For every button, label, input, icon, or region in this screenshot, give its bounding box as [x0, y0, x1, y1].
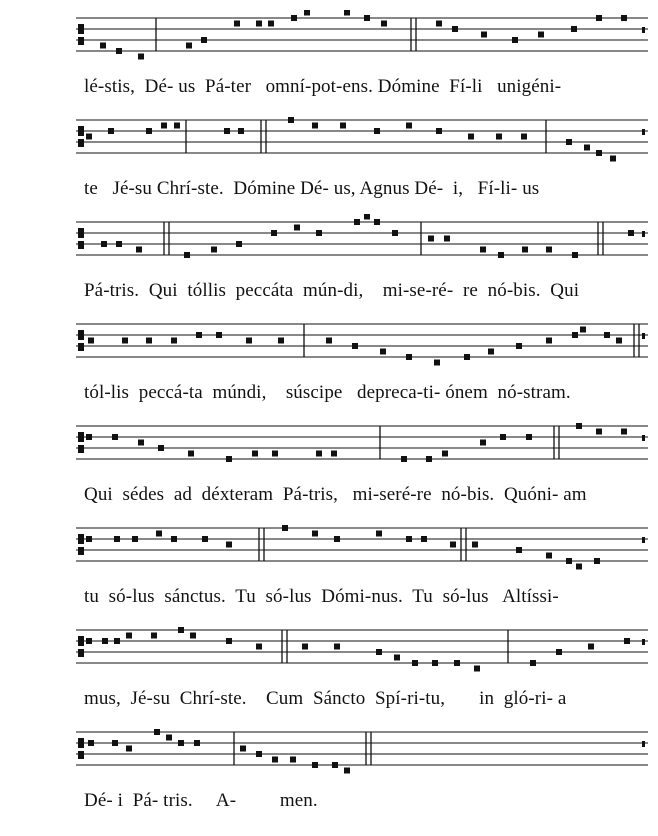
- neume-punctum: [616, 338, 622, 344]
- custos-mark: [642, 435, 645, 441]
- neume-punctum: [406, 123, 412, 129]
- clef-icon: [78, 139, 84, 147]
- neume-punctum: [566, 558, 572, 564]
- neume-punctum: [576, 423, 582, 429]
- neume-punctum: [86, 134, 92, 140]
- neume-punctum: [621, 429, 627, 435]
- neume-punctum: [364, 15, 370, 21]
- neume-punctum: [464, 354, 470, 360]
- neume-punctum: [226, 638, 232, 644]
- staff-1: [76, 10, 648, 70]
- neume-punctum: [588, 644, 594, 650]
- neume-punctum: [201, 37, 207, 43]
- neume-punctum: [436, 128, 442, 134]
- neume-punctum: [354, 219, 360, 225]
- neume-punctum: [278, 338, 284, 344]
- neume-punctum: [556, 649, 562, 655]
- neume-punctum: [190, 633, 196, 639]
- lyric-line-7: mus, Jé-su Chrí-ste. Cum Sáncto Spí-ri-tu, in gló-ri- a: [84, 688, 567, 709]
- neume-punctum: [498, 252, 504, 258]
- clef-icon: [78, 24, 84, 34]
- neume-punctum: [628, 230, 634, 236]
- neume-punctum: [211, 247, 217, 253]
- staff-7: [76, 622, 648, 682]
- neume-punctum: [546, 553, 552, 559]
- neume-punctum: [86, 638, 92, 644]
- clef-icon: [78, 330, 84, 340]
- neume-punctum: [624, 638, 630, 644]
- neume-punctum: [132, 536, 138, 542]
- neume-punctum: [538, 32, 544, 38]
- neume-punctum: [238, 128, 244, 134]
- neume-punctum: [401, 456, 407, 462]
- neume-punctum: [126, 633, 132, 639]
- neume-punctum: [114, 638, 120, 644]
- neume-punctum: [480, 247, 486, 253]
- neume-punctum: [304, 10, 310, 16]
- neume-punctum: [546, 247, 552, 253]
- neume-punctum: [178, 627, 184, 633]
- neume-punctum: [288, 117, 294, 123]
- neume-punctum: [86, 434, 92, 440]
- neume-punctum: [428, 236, 434, 242]
- neume-punctum: [572, 252, 578, 258]
- neume-punctum: [352, 343, 358, 349]
- clef-icon: [78, 649, 84, 657]
- neume-punctum: [500, 434, 506, 440]
- neume-punctum: [468, 134, 474, 140]
- neume-punctum: [406, 536, 412, 542]
- neume-punctum: [122, 338, 128, 344]
- staff-6: [76, 520, 648, 580]
- neume-punctum: [340, 123, 346, 129]
- lyric-line-5: Qui sédes ad déxteram Pá-tris, mi-seré-re nó-bis. Quóni- am: [84, 484, 587, 505]
- neume-punctum: [246, 338, 252, 344]
- neume-punctum: [102, 638, 108, 644]
- neume-punctum: [546, 338, 552, 344]
- neume-punctum: [580, 327, 586, 333]
- neume-punctum: [474, 666, 480, 672]
- clef-icon: [78, 343, 84, 351]
- neume-punctum: [480, 440, 486, 446]
- neume-punctum: [442, 451, 448, 457]
- neume-punctum: [171, 536, 177, 542]
- neume-punctum: [196, 332, 202, 338]
- lyric-line-2: te Jé-su Chrí-ste. Dómine Dé- us, Agnus Dé- i, Fí-li- us: [84, 178, 540, 199]
- neume-punctum: [171, 338, 177, 344]
- neume-punctum: [412, 660, 418, 666]
- neume-punctum: [282, 525, 288, 531]
- neume-punctum: [594, 558, 600, 564]
- neume-punctum: [156, 531, 162, 537]
- neume-punctum: [436, 21, 442, 27]
- neume-punctum: [112, 434, 118, 440]
- neume-punctum: [114, 536, 120, 542]
- neume-punctum: [454, 660, 460, 666]
- neume-punctum: [226, 456, 232, 462]
- neume-punctum: [516, 343, 522, 349]
- clef-icon: [78, 241, 84, 249]
- clef-icon: [78, 547, 84, 555]
- neume-punctum: [512, 37, 518, 43]
- custos-mark: [642, 333, 645, 339]
- custos-mark: [642, 741, 645, 747]
- neume-punctum: [334, 536, 340, 542]
- custos-mark: [642, 129, 645, 135]
- neume-punctum: [444, 236, 450, 242]
- neume-punctum: [146, 128, 152, 134]
- lyric-line-8: Dé- i Pá- tris. A- men.: [84, 790, 318, 811]
- neume-punctum: [530, 660, 536, 666]
- neume-punctum: [344, 768, 350, 774]
- neume-punctum: [151, 633, 157, 639]
- neume-punctum: [312, 123, 318, 129]
- neume-punctum: [138, 440, 144, 446]
- neume-punctum: [332, 762, 338, 768]
- clef-icon: [78, 636, 84, 646]
- custos-mark: [642, 27, 645, 33]
- neume-punctum: [268, 21, 274, 27]
- neume-punctum: [610, 156, 616, 162]
- neume-punctum: [294, 225, 300, 231]
- neume-punctum: [584, 145, 590, 151]
- neume-punctum: [184, 252, 190, 258]
- neume-punctum: [521, 134, 527, 140]
- neume-punctum: [178, 740, 184, 746]
- neume-punctum: [434, 360, 440, 366]
- staff-8: [76, 724, 648, 784]
- neume-punctum: [126, 746, 132, 752]
- neume-punctum: [216, 332, 222, 338]
- neume-punctum: [326, 338, 332, 344]
- neume-punctum: [376, 531, 382, 537]
- neume-punctum: [596, 150, 602, 156]
- lyric-line-4: tól-lis peccá-ta múndi, súscipe depreca-ti- ónem nó-stram.: [84, 382, 571, 403]
- neume-punctum: [334, 644, 340, 650]
- neume-punctum: [224, 128, 230, 134]
- neume-punctum: [236, 241, 242, 247]
- staff-4: [76, 316, 648, 376]
- neume-punctum: [154, 729, 160, 735]
- neume-punctum: [272, 451, 278, 457]
- neume-punctum: [136, 247, 142, 253]
- neume-punctum: [202, 536, 208, 542]
- neume-punctum: [488, 349, 494, 355]
- staff-3: [76, 214, 648, 274]
- neume-punctum: [621, 15, 627, 21]
- neume-punctum: [516, 547, 522, 553]
- neume-punctum: [252, 451, 258, 457]
- custos-mark: [642, 537, 645, 543]
- neume-punctum: [112, 740, 118, 746]
- neume-punctum: [116, 241, 122, 247]
- neume-punctum: [374, 219, 380, 225]
- neume-punctum: [100, 43, 106, 49]
- neume-punctum: [116, 48, 122, 54]
- neume-punctum: [426, 456, 432, 462]
- neume-punctum: [380, 349, 386, 355]
- neume-punctum: [450, 542, 456, 548]
- lyric-line-1: lé-stis, Dé- us Pá-ter omní-pot-ens. Dómine Fí-li unigéni-: [84, 76, 562, 97]
- neume-punctum: [86, 536, 92, 542]
- neume-punctum: [312, 531, 318, 537]
- staff-5: [76, 418, 648, 478]
- clef-icon: [78, 445, 84, 453]
- neume-punctum: [596, 429, 602, 435]
- clef-icon: [78, 37, 84, 45]
- neume-punctum: [472, 542, 478, 548]
- neume-punctum: [88, 740, 94, 746]
- neume-punctum: [316, 451, 322, 457]
- neume-punctum: [256, 751, 262, 757]
- neume-punctum: [571, 26, 577, 32]
- neume-punctum: [158, 445, 164, 451]
- neume-punctum: [108, 128, 114, 134]
- neume-punctum: [481, 32, 487, 38]
- neume-punctum: [174, 123, 180, 129]
- neume-punctum: [566, 139, 572, 145]
- neume-punctum: [188, 451, 194, 457]
- neume-punctum: [522, 247, 528, 253]
- neume-punctum: [604, 332, 610, 338]
- neume-punctum: [161, 123, 167, 129]
- neume-punctum: [394, 655, 400, 661]
- neume-punctum: [138, 54, 144, 60]
- neume-punctum: [312, 762, 318, 768]
- neume-punctum: [101, 241, 107, 247]
- neume-punctum: [374, 128, 380, 134]
- neume-punctum: [376, 649, 382, 655]
- neume-punctum: [186, 43, 192, 49]
- neume-punctum: [452, 26, 458, 32]
- neume-punctum: [271, 230, 277, 236]
- neume-punctum: [88, 338, 94, 344]
- neume-punctum: [291, 15, 297, 21]
- lyric-line-3: Pá-tris. Qui tóllis peccáta mún-di, mi-se-ré- re nó-bis. Qui: [84, 280, 580, 301]
- neume-punctum: [256, 644, 262, 650]
- staff-2: [76, 112, 648, 172]
- clef-icon: [78, 126, 84, 136]
- custos-mark: [642, 639, 645, 645]
- neume-punctum: [526, 434, 532, 440]
- neume-punctum: [234, 21, 240, 27]
- neume-punctum: [381, 21, 387, 27]
- clef-icon: [78, 228, 84, 238]
- neume-punctum: [256, 21, 262, 27]
- neume-punctum: [240, 746, 246, 752]
- neume-punctum: [290, 757, 296, 763]
- neume-punctum: [331, 451, 337, 457]
- neume-punctum: [576, 564, 582, 570]
- neume-punctum: [572, 332, 578, 338]
- clef-icon: [78, 738, 84, 748]
- neume-punctum: [166, 735, 172, 741]
- neume-punctum: [302, 644, 308, 650]
- neume-punctum: [421, 536, 427, 542]
- neume-punctum: [496, 134, 502, 140]
- neume-punctum: [406, 354, 412, 360]
- neume-punctum: [344, 10, 350, 16]
- lyric-line-6: tu só-lus sánctus. Tu só-lus Dómi-nus. Tu só-lus Altíssi-: [84, 586, 559, 607]
- neume-punctum: [316, 230, 322, 236]
- neume-punctum: [364, 214, 370, 220]
- neume-punctum: [392, 230, 398, 236]
- custos-mark: [642, 231, 645, 237]
- clef-icon: [78, 534, 84, 544]
- neume-punctum: [596, 15, 602, 21]
- neume-punctum: [272, 757, 278, 763]
- clef-icon: [78, 432, 84, 442]
- neume-punctum: [194, 740, 200, 746]
- neume-punctum: [432, 660, 438, 666]
- neume-punctum: [226, 542, 232, 548]
- neume-punctum: [146, 338, 152, 344]
- clef-icon: [78, 751, 84, 759]
